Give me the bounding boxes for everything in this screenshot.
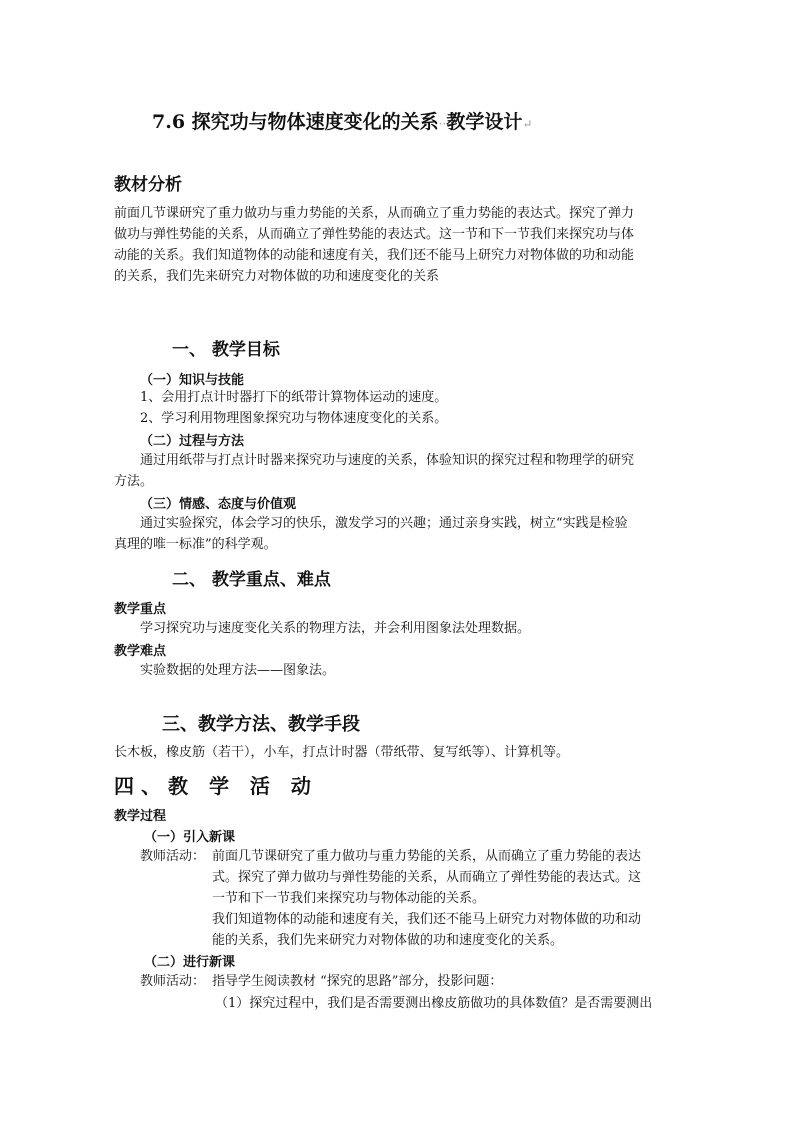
process-method-heading: （二）过程与方法: [140, 434, 245, 449]
title-suffix: 教学设计: [446, 111, 523, 133]
analysis-line: 的关系，我们先来研究力对物体做的功和速度变化的关系: [114, 269, 440, 284]
knowledge-item: 1、会用打点计时器打下的纸带计算物体运动的速度。: [140, 390, 448, 405]
analysis-line: 做功与弹性势能的关系，从而确立了弹性势能的表达式。这一节和下一节我们来探究功与体: [114, 227, 635, 242]
new-lesson-heading: （二）进行新课: [144, 955, 236, 970]
keypoints-heading: 二、 教学重点、难点: [172, 570, 331, 590]
intro-paragraph: [212, 846, 641, 951]
title-marks: ··: [438, 117, 447, 131]
intro-heading: （一）引入新课: [144, 830, 236, 845]
emotion-heading: （三）情感、态度与价值观: [140, 497, 297, 512]
document-title: [152, 107, 532, 134]
analysis-paragraph: [114, 203, 634, 287]
difficulty-label: 教学难点: [114, 644, 167, 659]
process-method-line: 通过用纸带与打点计时器来探究功与速度的关系，体验知识的探究过程和物理学的研究: [140, 453, 635, 468]
difficulty-text: 实验数据的处理方法——图象法。: [140, 663, 336, 678]
activities-heading: 四、教 学 活 动: [114, 774, 318, 798]
intro-line: 我们知道物体的动能和速度有关，我们还不能马上研究力对物体做的功和动: [212, 912, 642, 927]
intro-line: 前面几节课研究了重力做功与重力势能的关系，从而确立了重力势能的表达: [212, 849, 642, 864]
title-main: 7.6 探究功与物体速度变化的关系: [152, 111, 439, 133]
intro-teacher-label: 教师活动：: [140, 849, 206, 864]
methods-text: 长木板，橡皮筋（若干），小车，打点计时器（带纸带、复写纸等）、计算机等。: [114, 745, 570, 760]
intro-line: 能的关系，我们先来研究力对物体做的功和速度变化的关系。: [212, 933, 564, 948]
intro-line: 式。探究了弹力做功与弹性势能的关系，从而确立了弹性势能的表达式。这: [212, 870, 642, 885]
focus-label: 教学重点: [114, 602, 167, 617]
emotion-line: 真理的唯一标准”的科学观。: [114, 537, 277, 552]
goals-heading: 一、 教学目标: [172, 340, 280, 360]
new-teacher-label: 教师活动：: [140, 974, 206, 989]
new-teacher-text: 指导学生阅读教材 “探究的思路”部分，投影问题：: [212, 974, 503, 989]
analysis-line: 前面几节课研究了重力做功与重力势能的关系，从而确立了重力势能的表达式。探究了弹力: [114, 206, 635, 221]
emotion-line: 通过实验探究，体会学习的快乐，激发学习的兴趣；通过亲身实践，树立“实践是检验: [140, 516, 628, 531]
analysis-heading: 教材分析: [114, 175, 182, 195]
analysis-line: 动能的关系。我们知道物体的动能和速度有关，我们还不能马上研究力对物体做的功和动能: [114, 248, 635, 263]
knowledge-item: 2、学习利用物理图象探究功与物体速度变化的关系。: [140, 411, 448, 426]
methods-heading: 三、教学方法、教学手段: [162, 714, 360, 735]
focus-text: 学习探究功与速度变化关系的物理方法，并会利用图象法处理数据。: [140, 621, 531, 636]
intro-line: 一节和下一节我们来探究功与物体动能的关系。: [212, 891, 486, 906]
knowledge-heading: （一）知识与技能: [140, 373, 245, 388]
paragraph-mark: ↵: [522, 117, 533, 131]
process-method-line: 方法。: [114, 474, 154, 489]
question-1: （1）探究过程中，我们是否需要测出橡皮筋做功的具体数值？是否需要测出: [215, 996, 653, 1011]
process-label: 教学过程: [114, 809, 167, 824]
